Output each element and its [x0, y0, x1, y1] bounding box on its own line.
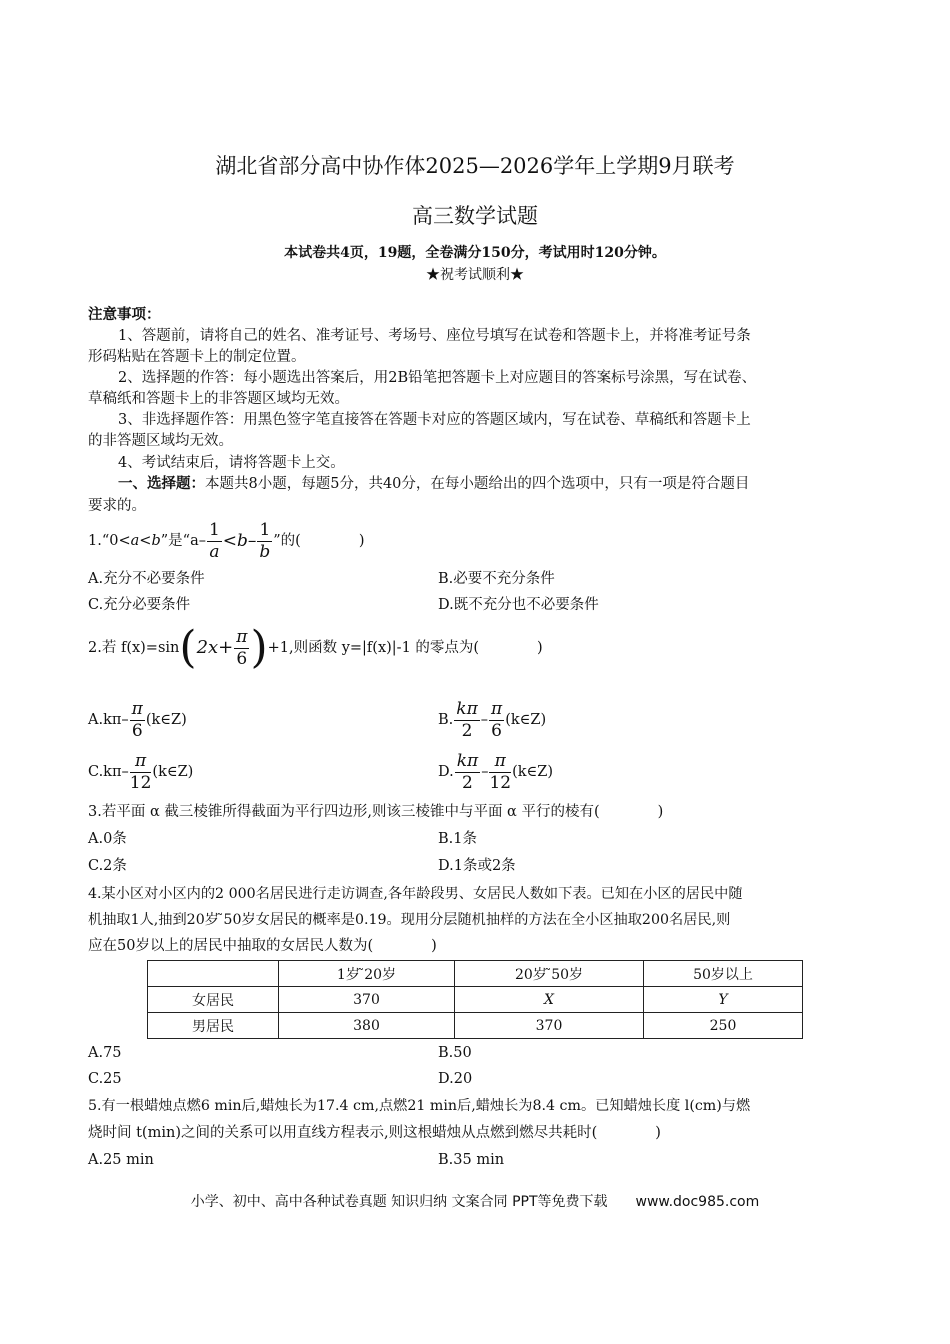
q2-prefix: 2.若 — [88, 640, 117, 656]
notice-item2-line2: 草稿纸和答题卡上的非答题区域均无效。 — [88, 391, 349, 407]
section1-line2: 要求的。 — [88, 498, 146, 514]
q2-right-paren: ) — [250, 622, 268, 673]
q5-line1: 5.有一根蜡烛点燃6 min后,蜡烛长为17.4 cm,点燃21 min后,蜡烛长为8.4 cm。已知蜡烛长度 l(cm)与燃 — [88, 1098, 751, 1114]
q4-line1: 4.某小区对小区内的2 000名居民进行走访调查,各年龄段男、女居民人数如下表。已知在小区的居民中随 — [88, 886, 743, 902]
q2-stem — [88, 622, 543, 674]
exam-subtitle: 高三数学试题 — [412, 204, 538, 228]
notice-item2-line1: 2、选择题的作答：每小题选出答案后，用2B铅笔把答题卡上对应题目的答案标号涂黑，写在试卷、 — [118, 370, 757, 386]
table-header-cell: 1岁 ̃20岁 — [279, 961, 455, 987]
notice-item1-line1: 1、答题前，请将自己的姓名、准考证号、考场号、座位号填写在试卷和答题卡上，并将准考证号条 — [118, 328, 751, 344]
table-header-cell: 20岁 ̃50岁 — [455, 961, 644, 987]
notice-item4: 4、考试结束后，请将答题卡上交。 — [118, 455, 345, 471]
q1-lt-b: <b– — [222, 531, 257, 551]
q1-expr-a: a– — [190, 533, 206, 549]
q2-suffix: +1,则函数 y=|f(x)|-1 的零点为( ) — [267, 640, 543, 656]
notice-item1-line2: 形码粘贴在答题卡上的制定位置。 — [88, 349, 306, 365]
q2-option-a: A.kπ– $\frac{\pi}{6}$ (k∈Z) — [88, 698, 187, 741]
q4-option-c: C.25 — [88, 1071, 122, 1087]
q3-option-c: C.2条 — [88, 858, 127, 874]
table-header-cell — [148, 961, 279, 987]
q3-option-a: A.0条 — [88, 831, 127, 847]
q5-option-a: A.25 min — [88, 1152, 154, 1168]
q1-var-a: a — [130, 533, 140, 549]
q5-option-b: B.35 min — [438, 1152, 505, 1168]
q2-option-b: B. $\frac{k\pi}{2}$ – $\frac{\pi}{6}$ (k∈Z) — [438, 698, 547, 741]
exam-wish: ★祝考试顺利★ — [426, 267, 524, 283]
exam-title: 湖北省部分高中协作体2025—2026学年上学期9月联考 — [215, 154, 735, 178]
q3-option-d: D.1条或2条 — [438, 858, 516, 874]
q1-prefix: 1.“0< — [88, 533, 131, 549]
q1-option-c: C.充分必要条件 — [88, 597, 191, 613]
q1-option-d: D.既不充分也不必要条件 — [438, 597, 599, 613]
q5-line2: 烧时间 t(min)之间的关系可以用直线方程表示,则这根蜡烛从点燃到燃尽共耗时( ) — [88, 1125, 661, 1141]
q1-var-b: b — [151, 533, 161, 549]
q4-table — [147, 960, 803, 1039]
q2-inner: 2x+ — [196, 637, 234, 658]
notice-heading: 注意事项： — [88, 306, 161, 323]
exam-info: 本试卷共4页，19题，全卷满分150分，考试用时120分钟。 — [284, 245, 666, 261]
notice-item3-line1: 3、非选择题作答：用黑色签字笔直接答在答题卡对应的答题区域内，写在试卷、草稿纸和答题卡上 — [118, 412, 751, 428]
table-row — [148, 987, 803, 1013]
section1-label: 一、选择题： — [118, 475, 205, 492]
table-cell: 250 — [644, 1013, 803, 1039]
q3-option-b: B.1条 — [438, 831, 477, 847]
table-cell: 女居民 — [148, 987, 279, 1013]
q2-option-d: D. $\frac{k\pi}{2}$ – $\frac{\pi}{12}$ (k∈Z) — [438, 750, 554, 793]
table-cell: 男居民 — [148, 1013, 279, 1039]
q1-stem — [88, 517, 365, 565]
section1-line1 — [118, 473, 749, 495]
q4-option-d: D.20 — [438, 1071, 473, 1087]
q4-line2: 机抽取1人,抽到20岁 ̃50岁女居民的概率是0.19。现用分层随机抽样的方法在全小区抽取200名居民,则 — [88, 912, 731, 928]
q1-frac-1-over-a: $\frac{1}{a}$ — [208, 519, 220, 562]
table-cell: X — [455, 987, 644, 1013]
table-cell: Y — [644, 987, 803, 1013]
q1-lt: < — [139, 533, 152, 549]
q2-option-c: C.kπ– $\frac{\pi}{12}$ (k∈Z) — [88, 750, 194, 793]
q1-suffix: ”的( ) — [273, 533, 365, 549]
q1-option-a: A.充分不必要条件 — [88, 571, 205, 587]
table-header-row — [148, 961, 803, 987]
q2-frac-pi-6: $\frac{\pi}{6}$ — [236, 626, 248, 669]
q1-between: ”是“ — [160, 533, 191, 549]
table-cell: 370 — [279, 987, 455, 1013]
section1-text: 本题共8小题，每题5分，共40分，在每小题给出的四个选项中，只有一项是符合题目 — [205, 476, 750, 492]
table-header-cell: 50岁以上 — [644, 961, 803, 987]
table-row — [148, 1013, 803, 1039]
table-cell: 380 — [279, 1013, 455, 1039]
q1-frac-1-over-b: $\frac{1}{b}$ — [259, 519, 271, 562]
q4-line3: 应在50岁以上的居民中抽取的女居民人数为( ) — [88, 938, 437, 954]
q4-option-b: B.50 — [438, 1045, 472, 1061]
q2-left-paren: ( — [179, 622, 197, 673]
notice-item3-line2: 的非答题区域均无效。 — [88, 433, 233, 449]
footer-text: 小学、初中、高中各种试卷真题 知识归纳 文案合同 PPT等免费下载 www.doc985.com — [190, 1194, 760, 1210]
q4-option-a: A.75 — [88, 1045, 122, 1061]
q2-fx: f(x)=sin — [120, 640, 180, 656]
table-cell: 370 — [455, 1013, 644, 1039]
q1-option-b: B.必要不充分条件 — [438, 571, 555, 587]
q3-stem: 3.若平面 α 截三棱锥所得截面为平行四边形,则该三棱锥中与平面 α 平行的棱有( ) — [88, 804, 664, 820]
